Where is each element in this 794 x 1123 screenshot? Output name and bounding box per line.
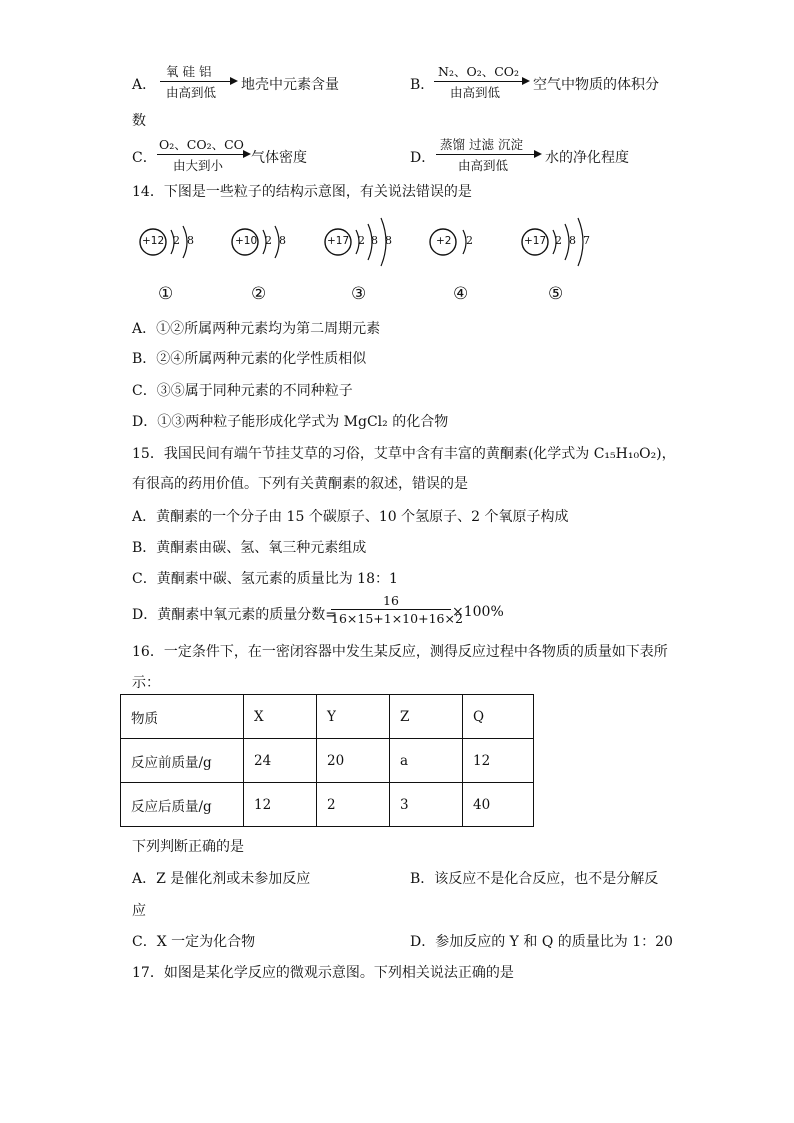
option-letter: C． <box>132 150 157 166</box>
question-16-prompt: 下列判断正确的是 <box>132 839 244 855</box>
question-14-option-d: D．①③两种粒子能形成化学式为 MgCl₂ 的化合物 <box>132 414 449 430</box>
option-text: 水的净化程度 <box>545 150 629 166</box>
shell-electrons: 8 <box>187 234 194 247</box>
particle-label: ② <box>251 284 267 304</box>
shell-electrons: 2 <box>265 234 272 247</box>
arrow-bottom-text: 由高到低 <box>450 85 501 100</box>
nucleus-charge: +17 <box>524 235 547 247</box>
shell-electrons: 2 <box>173 234 180 247</box>
shell-electrons: 8 <box>385 234 392 247</box>
table-cell: a <box>390 739 463 783</box>
arrow-head-icon <box>534 150 542 158</box>
arrow-bottom-text: 由大到小 <box>173 158 224 173</box>
option-text-wrap: 数 <box>132 113 146 129</box>
question-15-option-a: A．黄酮素的一个分子由 15 个碳原子、10 个氢原子、2 个氧原子构成 <box>132 509 569 525</box>
arrow-annotation <box>157 135 253 175</box>
table-header-cell: X <box>244 695 317 739</box>
table-header-row <box>121 695 534 739</box>
shell-electrons: 8 <box>569 234 576 247</box>
arrow-head-icon <box>230 77 238 85</box>
arrow-top-text: O₂、CO₂、CO <box>159 137 244 152</box>
table-row <box>121 783 534 827</box>
shell-electrons: 8 <box>371 234 378 247</box>
table-cell: 反应后质量/g <box>121 783 244 827</box>
fraction-numerator: 16 <box>383 593 399 608</box>
question-14-option-b: B．②④所属两种元素的化学性质相似 <box>132 351 367 367</box>
nucleus-charge: +12 <box>142 235 165 247</box>
option-letter: D． <box>410 150 436 166</box>
table-cell: 12 <box>463 739 534 783</box>
shell-electrons: 2 <box>555 234 562 247</box>
arrow-annotation <box>434 62 532 102</box>
option-text: 空气中物质的体积分 <box>533 77 659 93</box>
question-15-stem-line1: 15．我国民间有端午节挂艾草的习俗，艾草中含有丰富的黄酮素(化学式为 C₁₅H₁₀O₂)， <box>132 446 676 462</box>
arrow-shaft <box>157 154 245 155</box>
fraction <box>331 593 463 626</box>
option-text: D．黄酮素中氧元素的质量分数= <box>132 607 337 623</box>
arrow-top-text: 蒸馏 过滤 沉淀 <box>440 137 523 152</box>
arrow-shaft <box>434 81 524 82</box>
question-16-option-c: C．X 一定为化合物 <box>132 934 256 950</box>
table-row <box>121 739 534 783</box>
nucleus-charge: +2 <box>436 235 452 247</box>
particle-label: ③ <box>351 284 367 304</box>
question-16-stem-line1: 16．一定条件下，在一密闭容器中发生某反应，测得反应过程中各物质的质量如下表所 <box>132 644 668 660</box>
question-16-stem-line2: 示： <box>132 675 160 691</box>
table-cell: 20 <box>317 739 390 783</box>
arrow-bottom-text: 由高到低 <box>458 158 509 173</box>
table-cell: 反应前质量/g <box>121 739 244 783</box>
mass-data-table <box>120 694 534 827</box>
question-14-option-a: A．①②所属两种元素均为第二周期元素 <box>132 321 381 337</box>
table-cell: 24 <box>244 739 317 783</box>
question-15-option-c: C．黄酮素中碳、氢元素的质量比为 18：1 <box>132 571 398 587</box>
table-cell: 2 <box>317 783 390 827</box>
shell-electrons: 7 <box>583 234 590 247</box>
option-text: 地壳中元素含量 <box>241 77 339 93</box>
option-text: 气体密度 <box>251 150 307 166</box>
option-text: ×100% <box>452 604 504 620</box>
particle-label: ④ <box>453 284 469 304</box>
nucleus-charge: +17 <box>327 235 350 247</box>
question-17-stem: 17．如图是某化学反应的微观示意图。下列相关说法正确的是 <box>132 965 514 981</box>
arrow-top-text: N₂、O₂、CO₂ <box>438 64 520 79</box>
option-letter: A． <box>132 77 157 93</box>
fraction-denominator: 16×15+1×10+16×2 <box>331 611 463 626</box>
table-cell: 12 <box>244 783 317 827</box>
particle-label: ⑤ <box>548 284 564 304</box>
arrow-annotation <box>160 62 240 102</box>
arrow-top-text: 氧 硅 铝 <box>166 64 212 79</box>
option-letter: B． <box>410 77 435 93</box>
shell-electrons: 2 <box>466 234 473 247</box>
question-14-stem: 14．下图是一些粒子的结构示意图，有关说法错误的是 <box>132 184 472 200</box>
arrow-head-icon <box>522 77 530 85</box>
nucleus-charge: +10 <box>235 235 258 247</box>
arrow-annotation <box>436 135 544 175</box>
table-header-cell: Q <box>463 695 534 739</box>
question-15-stem-line2: 有很高的药用价值。下列有关黄酮素的叙述，错误的是 <box>132 476 468 492</box>
question-16-option-d: D．参加反应的 Y 和 Q 的质量比为 1：20 <box>410 934 673 950</box>
table-cell: 3 <box>390 783 463 827</box>
table-header-cell: 物质 <box>121 695 244 739</box>
question-14-option-c: C．③⑤属于同种元素的不同种粒子 <box>132 383 353 399</box>
question-16-option-a: A．Z 是催化剂或未参加反应 <box>132 871 311 887</box>
shell-electrons: 2 <box>358 234 365 247</box>
fraction-bar <box>331 609 451 610</box>
arrow-bottom-text: 由高到低 <box>166 85 217 100</box>
arrow-shaft <box>436 154 536 155</box>
table-header-cell: Z <box>390 695 463 739</box>
arrow-shaft <box>160 81 232 82</box>
question-16-option-b-wrap: 应 <box>132 903 146 919</box>
particle-label: ① <box>158 284 174 304</box>
question-15-option-b: B．黄酮素由碳、氢、氧三种元素组成 <box>132 540 367 556</box>
table-header-cell: Y <box>317 695 390 739</box>
arrow-head-icon <box>243 150 251 158</box>
table-cell: 40 <box>463 783 534 827</box>
question-16-option-b: B．该反应不是化合反应，也不是分解反 <box>410 871 659 887</box>
shell-electrons: 8 <box>279 234 286 247</box>
